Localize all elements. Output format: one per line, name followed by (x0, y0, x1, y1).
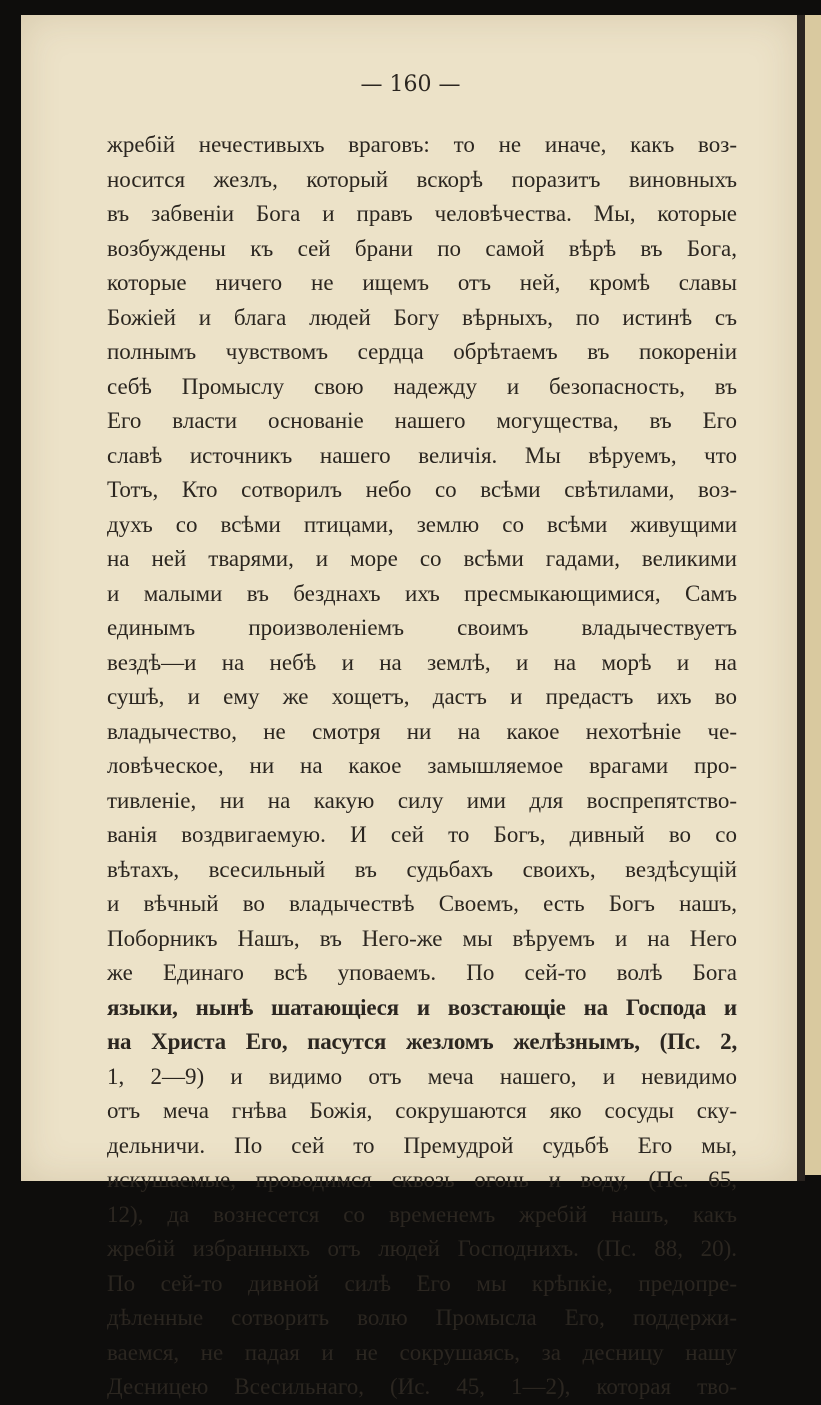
text-line: Божіей и блага людей Богу вѣрныхъ, по истинѣ съ (107, 304, 737, 330)
text-line: на Христа Его, пасутся жезломъ желѣзнымъ, (Пс. 2, (107, 1029, 737, 1054)
text-line: Десницею Всесильнаго, (Ис. 45, 1—2), которая тво- (107, 1374, 737, 1399)
text-line: тивленіе, ни на какую силу ими для воспрепятство- (107, 787, 737, 813)
text-line: дѣленные сотворить волю Промысла Его, поддержи- (107, 1305, 737, 1330)
text-line: Поборникъ Нашъ, въ Него-же мы вѣруемъ и на Него (107, 925, 737, 951)
text-line: отъ меча гнѣва Божія, сокрушаются яко сосуды ску- (107, 1098, 737, 1123)
text-line: По сей-то дивной силѣ Его мы крѣпкіе, предопре- (107, 1270, 737, 1296)
text-line: славѣ источникъ нашего величія. Мы вѣруемъ, что (107, 442, 737, 468)
text-line: которые ничего не ищемъ отъ ней, кромѣ славы (107, 270, 737, 295)
text-line: дельничи. По сей то Премудрой судьбѣ Его мы, (107, 1132, 737, 1158)
text-line: и малыми въ безднахъ ихъ пресмыкающимися, Самъ (107, 580, 737, 606)
text-line: сушѣ, и ему же хощетъ, дастъ и предастъ ихъ во (107, 684, 737, 709)
text-line: 12), да вознесется со временемъ жребій нашъ, какъ (107, 1201, 737, 1227)
text-line: духъ со всѣми птицами, землю со всѣми живущими (107, 511, 737, 537)
text-line: возбуждены къ сей брани по самой вѣрѣ въ Бога, (107, 235, 737, 261)
text-line: же Единаго всѣ уповаемъ. По сей-то волѣ Бога (107, 960, 737, 985)
text-line: 1, 2—9) и видимо отъ меча нашего, и невидимо (107, 1063, 737, 1089)
text-line: языки, нынѣ шатающіеся и возстающіе на Господа и (107, 994, 737, 1020)
next-page-edge (805, 15, 821, 1175)
text-line: носится жезлъ, который вскорѣ поразитъ виновныхъ (107, 166, 737, 192)
text-line: единымъ произволеніемъ своимъ владычествуетъ (107, 615, 737, 640)
text-line: искушаемые, проводимся сквозь огонь и воду, (Пс. 65, (107, 1167, 737, 1192)
text-line: ловѣческое, ни на какое замышляемое врагами про- (107, 753, 737, 778)
text-line: ваемся, не падая и не сокрушаясь, за десницу нашу (107, 1339, 737, 1365)
text-line: владычество, не смотря ни на какое нехотѣніе че- (107, 718, 737, 744)
text-line: Его власти основаніе нашего могущества, въ Его (107, 408, 737, 433)
text-line: и вѣчный во владычествѣ Своемъ, есть Богъ нашъ, (107, 891, 737, 916)
body-text (107, 128, 737, 1405)
page-gutter (797, 15, 805, 1181)
text-line: жребій нечестивыхъ враговъ: то не иначе, какъ воз- (107, 132, 737, 157)
text-line: жребій избранныхъ отъ людей Господнихъ. (Пс. 88, 20). (107, 1236, 737, 1261)
text-line: себѣ Промыслу свою надежду и безопасность, въ (107, 373, 737, 399)
text-line: вѣтахъ, всесильный въ судьбахъ своихъ, вездѣсущій (107, 856, 737, 882)
text-line: ванія воздвигаемую. И сей то Богъ, дивный во со (107, 822, 737, 847)
text-line: полнымъ чувствомъ сердца обрѣтаемъ въ покореніи (107, 339, 737, 364)
text-line: Тотъ, Кто сотворилъ небо со всѣми свѣтилами, воз- (107, 477, 737, 502)
text-line: вездѣ—и на небѣ и на землѣ, и на морѣ и на (107, 649, 737, 675)
page-number: — 160 — (360, 72, 461, 97)
text-line: въ забвеніи Бога и правъ человѣчества. Мы, которые (107, 201, 737, 226)
text-line: на ней тварями, и море со всѣми гадами, великими (107, 546, 737, 571)
